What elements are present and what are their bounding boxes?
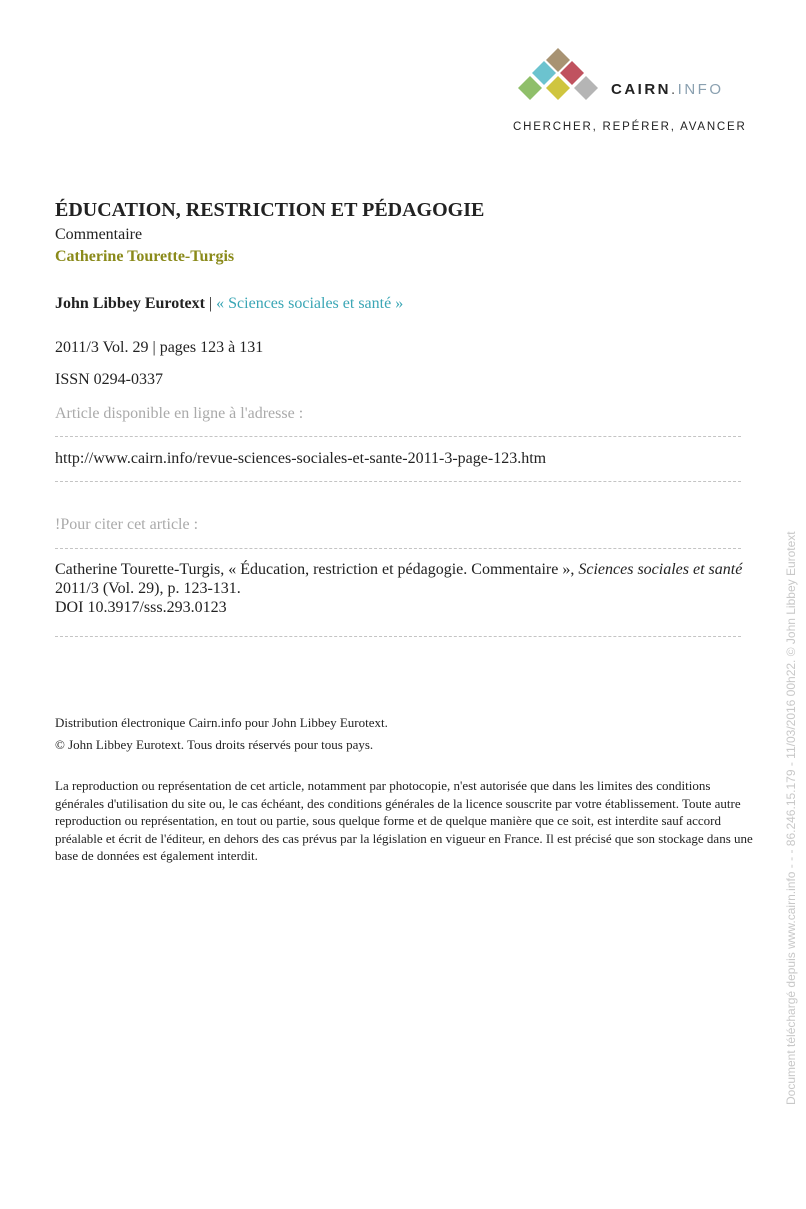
issn: ISSN 0294-0337 — [55, 371, 164, 388]
availability-label: Article disponible en ligne à l'adresse : — [55, 405, 304, 422]
copyright-note: © John Libbey Eurotext. Tous droits réservés pour tous pays. — [55, 737, 374, 752]
logo-tile-green — [518, 76, 542, 100]
article-subtitle: Commentaire — [55, 226, 143, 243]
divider — [55, 636, 741, 637]
issue-line: 2011/3 Vol. 29 | pages 123 à 131 — [55, 339, 264, 356]
citation-journal: Sciences sociales et santé — [578, 561, 743, 578]
cairn-diamond-mosaic-icon — [515, 48, 605, 108]
citation-doi: DOI 10.3917/sss.293.0123 — [55, 599, 227, 616]
citation-label: !Pour citer cet article : — [55, 516, 199, 533]
logo-tagline: CHERCHER, REPÉRER, AVANCER — [513, 121, 747, 133]
citation-text: Catherine Tourette-Turgis, « Éducation, restriction et pédagogie. Commentaire », — [55, 561, 579, 578]
article-url[interactable]: http://www.cairn.info/revue-sciences-sociales-et-sante-2011-3-page-123.htm — [55, 450, 547, 467]
citation-block — [55, 560, 745, 617]
article-title: ÉDUCATION, RESTRICTION ET PÉDAGOGIE — [55, 199, 485, 221]
brand-dot: . — [671, 81, 678, 98]
cairn-logo — [515, 48, 765, 138]
logo-tile-grey — [574, 76, 598, 100]
divider — [55, 481, 741, 482]
publication-line — [55, 295, 403, 313]
brand-info: INFO — [677, 81, 724, 98]
logo-tile-yellow — [546, 76, 570, 100]
distribution-note: Distribution électronique Cairn.info pour John Libbey Eurotext. — [55, 715, 388, 730]
legal-notice: La reproduction ou représentation de cet article, notamment par photocopie, n'est autorisée que dans les limites des conditions générales d'utilisation du site ou, le cas échéant, des conditions générales de la licence souscrite par votre établissement. Toute autre reproduction ou représentation, en tout ou partie, sous quelque forme et de quelque manière que ce soit, est interdite sauf accord préalable et écrit de l'éditeur, en dehors des cas prévus par la législation en vigueur en France. Il est précisé que son stockage dans une base de données est également interdit. — [55, 778, 753, 863]
cairn-brand-name — [611, 81, 724, 98]
divider — [55, 436, 741, 437]
journal-link[interactable]: « Sciences sociales et santé » — [216, 295, 404, 312]
publisher-name: John Libbey Eurotext — [55, 295, 205, 312]
publication-separator: | — [204, 295, 217, 312]
citation-issue: 2011/3 (Vol. 29), p. 123-131. — [55, 580, 241, 597]
download-watermark: Document téléchargé depuis www.cairn.info - - - 86.246.15.179 - 11/03/2016 00h22. © John Libbey Eurotext — [784, 531, 798, 1105]
divider — [55, 548, 741, 549]
article-author: Catherine Tourette-Turgis — [55, 248, 235, 265]
brand-cairn: CAIRN — [611, 81, 671, 98]
